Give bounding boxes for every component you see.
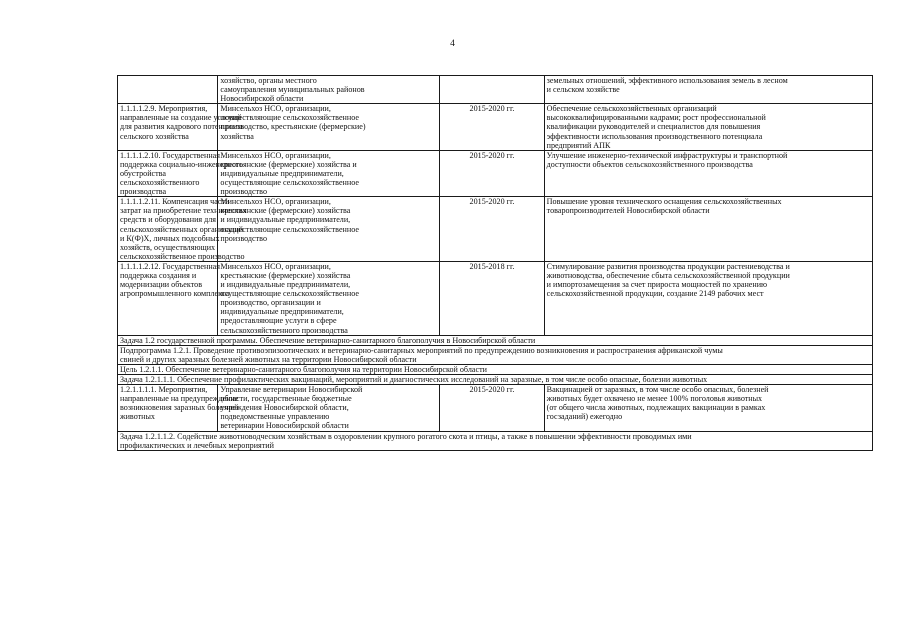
results-cell: Улучшение инженерно-технической инфраструктуры и транспортной доступности объектов сельскохозяйственного производства	[544, 150, 872, 196]
results-cell: Вакцинацией от заразных, в том числе особо опасных, болезней животных будет охвачено не менее 100% поголовья животных (от общего числа животных, подлежащих вакцинации в рамках госзаданий) ежегодно	[544, 385, 872, 431]
executors-cell: хозяйство, органы местного самоуправления муниципальных районов Новосибирской области	[218, 76, 440, 104]
period-cell: 2015-2018 гг.	[440, 261, 544, 335]
section-row-subprogram-1-2-1	[118, 345, 873, 364]
table-row	[118, 385, 873, 431]
results-cell: Стимулирование развития производства продукции растениеводства и животноводства, обеспечение сбыта сельскохозяйственной продукции и импортозамещения за счет прироста мощностей по хранению сельскохозяйственной продукции, создание 2149 рабочих мест	[544, 261, 872, 335]
event-cell: 1.1.1.1.2.9. Мероприятия, направленные на создание условий для развития кадрового потенциала сельского хозяйства	[118, 104, 218, 150]
executors-cell: Минсельхоз НСО, организации, крестьянские (фермерские) хозяйства и индивидуальные предприниматели, осуществляющие сельскохозяйственное производство	[218, 150, 440, 196]
table-row	[118, 76, 873, 104]
period-cell: 2015-2020 гг.	[440, 385, 544, 431]
section-row-task-1-2-1-1-1	[118, 375, 873, 385]
executors-cell: Минсельхоз НСО, организации, крестьянские (фермерские) хозяйства и индивидуальные предприниматели, осуществляющие сельскохозяйственное производство	[218, 197, 440, 262]
page-number: 4	[450, 39, 455, 49]
section-row-goal-1-2-1-1	[118, 364, 873, 374]
program-activities-table	[117, 75, 873, 451]
period-cell: 2015-2020 гг.	[440, 104, 544, 150]
event-cell: 1.1.1.1.2.10. Государственная поддержка социально-инженерного обустройства сельскохозяйственного производства	[118, 150, 218, 196]
section-heading: Цель 1.2.1.1. Обеспечение ветеринарно-санитарного благополучия на территории Новосибирской области	[118, 364, 873, 374]
event-cell	[118, 76, 218, 104]
results-cell: Повышение уровня технического оснащения сельскохозяйственных товаропроизводителей Новосибирской области	[544, 197, 872, 262]
period-cell: 2015-2020 гг.	[440, 197, 544, 262]
period-cell	[440, 76, 544, 104]
table-row	[118, 104, 873, 150]
executors-cell: Управление ветеринарии Новосибирской области, государственные бюджетные учреждения Новосибирской области, подведомственные управлению ветеринарии Новосибирской области	[218, 385, 440, 431]
results-cell: земельных отношений, эффективного использования земель в лесном и сельском хозяйстве	[544, 76, 872, 104]
table-row	[118, 197, 873, 262]
section-heading: Задача 1.2 государственной программы. Обеспечение ветеринарно-санитарного благополучия в Новосибирской области	[118, 335, 873, 345]
results-cell: Обеспечение сельскохозяйственных организаций высококвалифицированными кадрами; рост профессиональной квалификации руководителей и специалистов для повышения эффективности использования производственного потенциала предприятий АПК	[544, 104, 872, 150]
section-row-task-1-2-1-1-2	[118, 431, 873, 450]
section-heading: Задача 1.2.1.1.1. Обеспечение профилактических вакцинаций, мероприятий и диагностических исследований на заразные, в том числе особо опасные, болезни животных	[118, 375, 873, 385]
table-row	[118, 261, 873, 335]
section-heading: Подпрограмма 1.2.1. Проведение противоэпизоотических и ветеринарно-санитарных мероприятий по предупреждению возникновения и распространения африканской чумы свиней и других заразных болезней животных на территории Новосибирской области	[118, 345, 873, 364]
event-cell: 1.1.1.1.2.12. Государственная поддержка создания и модернизации объектов агропромышленного комплекса	[118, 261, 218, 335]
section-heading: Задача 1.2.1.1.2. Содействие животноводческим хозяйствам в оздоровлении крупного рогатого скота и птицы, а также в повышении эффективности проводимых ими профилактических и лечебных мероприятий	[118, 431, 873, 450]
table-row	[118, 150, 873, 196]
executors-cell: Минсельхоз НСО, организации, осуществляющие сельскохозяйственное производство, крестьянские (фермерские) хозяйства	[218, 104, 440, 150]
event-cell: 1.2.1.1.1.1. Мероприятия, направленные на предупреждение возникновения заразных болезней животных	[118, 385, 218, 431]
section-row-task-1-2	[118, 335, 873, 345]
period-cell: 2015-2020 гг.	[440, 150, 544, 196]
event-cell: 1.1.1.1.2.11. Компенсация части затрат на приобретение технических средств и оборудования для сельскохозяйственных организаций и К(Ф)Х, личных подсобных хозяйств, осуществляющих сельскохозяйственное производство	[118, 197, 218, 262]
executors-cell: Минсельхоз НСО, организации, крестьянские (фермерские) хозяйства и индивидуальные предприниматели, осуществляющие сельскохозяйственное производство, организации и индивидуальные предприниматели, предоставляющие услуги в сфере сельскохозяйственного производства	[218, 261, 440, 335]
